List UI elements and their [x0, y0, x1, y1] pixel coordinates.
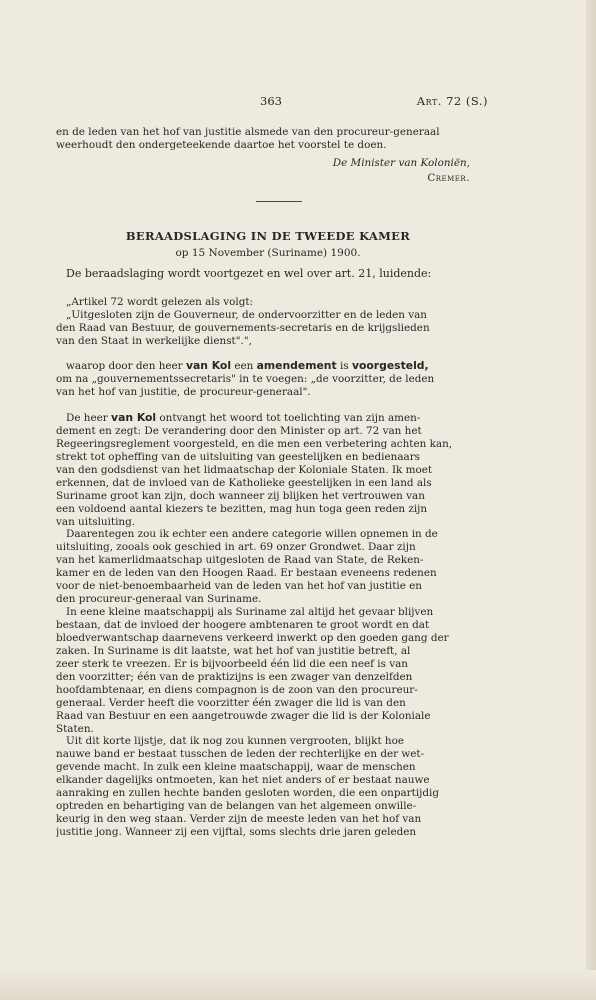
text-line: om na „gouvernementssecretaris" in te voegen: „de voorzitter, de leden [56, 372, 435, 385]
text-line: voor de niet-benoembaarheid van de leden van het hof van justitie en [56, 580, 422, 593]
text-line: generaal. Verder heeft die voorzitter één zwager die lid is van den [56, 696, 406, 709]
text-line: erkennen, dat de invloed van de Katholieke geestelijken in een land als [56, 476, 432, 489]
text-line: Staten. [56, 722, 94, 735]
text-line: den procureur-generaal van Suriname. [56, 593, 262, 606]
amend-pre: waarop door den heer [66, 360, 186, 372]
amendment-paragraph [56, 360, 480, 399]
text-line: van den godsdienst van het lidmaatschap der Koloniale Staten. Ik moet [56, 463, 433, 476]
text-line: „Uitgesloten zijn de Gouverneur, de ondervoorzitter en de leden van [66, 308, 427, 321]
text-line: hoofdambtenaar, en diens compagnon is de zoon van den procureur- [56, 683, 418, 696]
text-line: bloedverwantschap daarnevens verkeerd inwerkt op den goeden gang der [56, 631, 449, 644]
text-line: nauwe band er bestaat tusschen de leden der rechterlijke en der wet- [56, 748, 425, 761]
speaker-name: van Kol [185, 360, 232, 372]
text-line: „Artikel 72 wordt gelezen als volgt: [66, 296, 254, 308]
text-line: Regeeringsreglement voorgesteld, en die men een verbetering achten kan, [56, 437, 453, 450]
section-subheading: op 15 November (Suriname) 1900. [175, 247, 361, 259]
text-line [56, 412, 480, 425]
text-line: Raad van Bestuur en een aangetrouwde zwager die lid is der Koloniale [56, 709, 431, 722]
text-line: Daarentegen zou ik echter een andere categorie willen opnemen in de [66, 528, 438, 541]
speech-paragraphs [56, 412, 480, 839]
text-line: een voldoend aantal kiezers te bezitten, mag hun toga geen reden zijn [56, 502, 428, 515]
section-divider [256, 201, 302, 202]
amend-term2: voorgesteld, [351, 360, 429, 372]
text-line: optreden en behartiging van de belangen van het algemeen onwille- [56, 800, 417, 813]
text-line: keurig in den weg staan. Verder zijn de meeste leden van het hof van [56, 813, 422, 826]
text-line: van het hof van justitie, de procureur-generaal". [56, 385, 311, 398]
article-quote [56, 296, 480, 348]
lead-sentence [56, 268, 480, 281]
speech-pre: De heer [66, 412, 112, 424]
text-line: De beraadslaging wordt voortgezet en wel over art. 21, luidende: [66, 268, 432, 280]
page-number: 363 [260, 94, 282, 108]
section-heading: BERAADSLAGING IN DE TWEEDE KAMER [125, 229, 411, 243]
text-line: zeer sterk te vreezen. Er is bijvoorbeeld één lid die een neef is van [56, 657, 409, 670]
text-line: dement en zegt: De verandering door den Minister op art. 72 van het [56, 424, 422, 437]
text-line: en de leden van het hof van justitie alsmede van den procureur-generaal [56, 126, 440, 138]
page-header [56, 94, 488, 110]
speech-post: ontvangt het woord tot toelichting van zijn amen- [156, 412, 421, 424]
text-line: Uit dit korte lijstje, dat ik nog zou kunnen vergrooten, blijkt hoe [66, 735, 405, 748]
text-line: van den Staat in werkelijke dienst".", [56, 334, 252, 347]
text-line: bestaan, dat de invloed der hoogere ambtenaren te groot wordt en dat [56, 619, 430, 631]
text-line: van het kamerlidmaatschap uitgesloten de Raad van State, de Reken- [56, 554, 424, 567]
text-line: zaken. In Suriname is dit laatste, wat het hof van justitie betreft, al [56, 644, 411, 657]
amend-term: amendement [256, 360, 337, 372]
text-line: strekt tot opheffing van de uitsluiting van geestelijken en bedienaars [56, 450, 421, 463]
text-line [56, 360, 480, 373]
running-title: Art. 72 (S.) [416, 94, 488, 108]
text-line: aanraking en zullen hechte banden gesloten worden, die een onpartijdig [56, 787, 439, 800]
text-line: kamer en de leden van den Hoogen Raad. Er bestaan eveneens redenen [56, 567, 437, 580]
amend-mid2: is [336, 360, 352, 372]
text-line: van uitsluiting. [56, 515, 136, 528]
signature-block [56, 157, 470, 185]
text-line: weerhoudt den ondergeteekende daartoe het voorstel te doen. [56, 138, 387, 151]
text-line: elkander dagelijks ontmoeten, kan het niet anders of er bestaat nauwe [56, 774, 430, 787]
page-edge [586, 0, 596, 1000]
text-line: den voorzitter; één van de praktizijns is een zwager van denzelfden [56, 670, 413, 683]
speaker-name: van Kol [111, 412, 157, 424]
text-line: gevende macht. In zulk een kleine maatschappij, waar de menschen [56, 761, 416, 774]
text-line: In eene kleine maatschappij als Suriname zal altijd het gevaar blijven [66, 606, 434, 619]
text-line: uitsluiting, zooals ook geschied in art. 69 onzer Grondwet. Daar zijn [56, 541, 416, 554]
signature-name: Cremer. [427, 171, 470, 184]
page-bottom-edge [0, 970, 596, 1000]
text-line: Suriname groot kan zijn, doch wanneer zij blijken het vertrouwen van [56, 489, 425, 502]
text-line: justitie jong. Wanneer zij een vijftal, soms slechts drie jaren geleden [56, 826, 417, 838]
amend-mid: een [231, 360, 257, 372]
text-line: den Raad van Bestuur, de gouvernements-secretaris en de krijgslieden [56, 321, 430, 334]
intro-paragraph [56, 126, 480, 152]
signature-title: De Minister van Koloniën, [332, 157, 470, 169]
